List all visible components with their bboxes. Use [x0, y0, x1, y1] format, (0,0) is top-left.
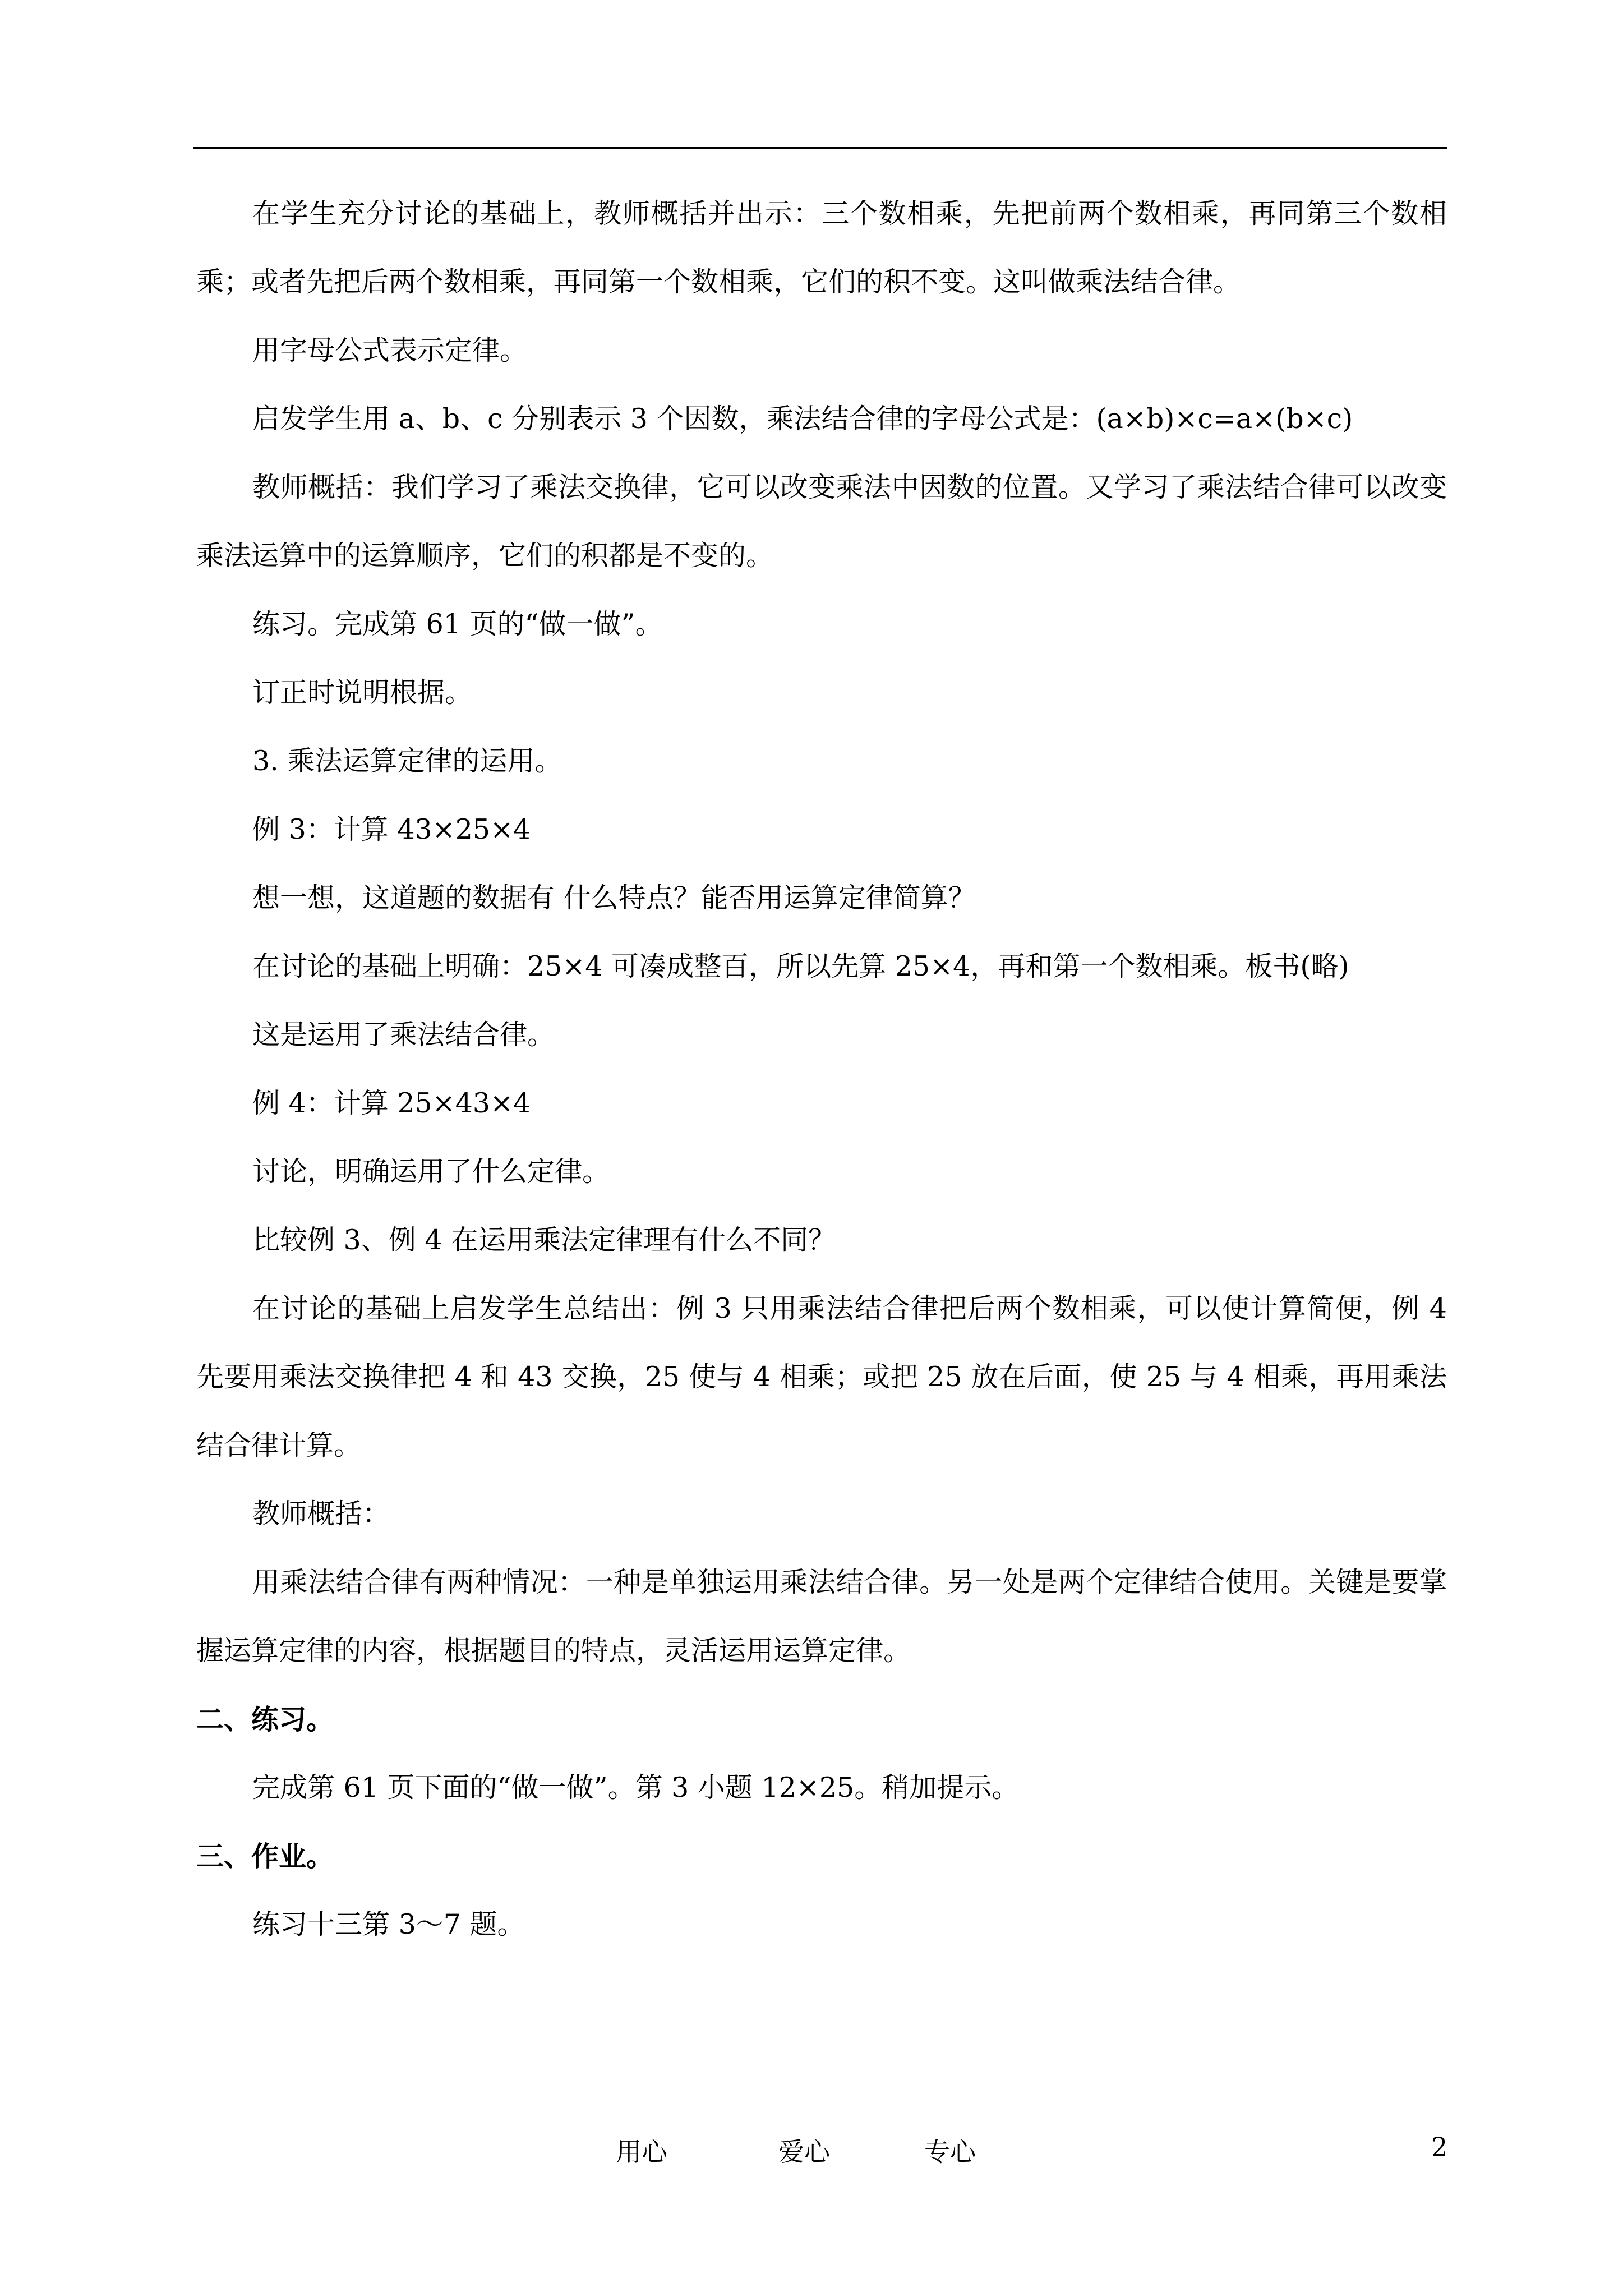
paragraph-practice: 练习。完成第 61 页的“做一做”。	[252, 608, 663, 640]
footer-word-2: 爱心	[778, 2137, 830, 2167]
paragraph-example-4: 例 4：计算 25×43×4	[252, 1087, 531, 1119]
paragraph-uses-associative-law: 这是运用了乘法结合律。	[252, 1019, 555, 1051]
page-number: 2	[1431, 2132, 1448, 2162]
paragraph-example-3: 例 3：计算 43×25×4	[252, 813, 531, 845]
header-rule	[193, 147, 1447, 149]
paragraph-teacher-summary: 教师概括：我们学习了乘法交换律，它可以改变乘法中因数的位置。又学习了乘法结合律可以改变乘法运算中的运算顺序，它们的积都是不变的。	[196, 471, 1447, 572]
section-heading-practice: 二、练习。	[196, 1703, 334, 1736]
paragraph-think: 想一想，这道题的数据有 什么特点？能否用运算定律简算？	[252, 882, 976, 914]
page-footer	[0, 2132, 1623, 2171]
paragraph-correction: 订正时说明根据。	[252, 677, 473, 708]
paragraph-homework-task: 练习十三第 3～7 题。	[252, 1908, 525, 1940]
paragraph-conclusion: 在讨论的基础上启发学生总结出：例 3 只用乘法结合律把后两个数相乘，可以使计算简便，例 4 先要用乘法交换律把 4 和 43 交换，25 使与 4 相乘；或把 25 放在后面，使 25 与 4 相乘，再用乘法结合律计算。	[196, 1292, 1447, 1461]
document-body	[196, 180, 1447, 1959]
paragraph-application-heading: 3. 乘法运算定律的运用。	[252, 745, 562, 777]
paragraph-letter-formula-intro: 用字母公式表示定律。	[252, 334, 528, 366]
paragraph-discussion-clarify: 在讨论的基础上明确：25×4 可凑成整百，所以先算 25×4，再和第一个数相乘。板书(略)	[252, 950, 1349, 982]
section-heading-homework: 三、作业。	[196, 1840, 334, 1872]
paragraph-two-cases: 用乘法结合律有两种情况：一种是单独运用乘法结合律。另一处是两个定律结合使用。关键是要掌握运算定律的内容，根据题目的特点，灵活运用运算定律。	[196, 1566, 1447, 1667]
footer-word-1: 用心	[616, 2137, 667, 2167]
paragraph-practice-task: 完成第 61 页下面的“做一做”。第 3 小题 12×25。稍加提示。	[252, 1772, 1020, 1803]
paragraph-letter-formula: 启发学生用 a、b、c 分别表示 3 个因数，乘法结合律的字母公式是：(a×b)×c=a×(b×c)	[252, 403, 1353, 435]
paragraph-discuss-law: 讨论，明确运用了什么定律。	[252, 1156, 610, 1188]
paragraph-associative-law-summary: 在学生充分讨论的基础上，教师概括并出示：三个数相乘，先把前两个数相乘，再同第三个数相乘；或者先把后两个数相乘，再同第一个数相乘，它们的积不变。这叫做乘法结合律。	[196, 197, 1447, 298]
paragraph-compare-examples: 比较例 3、例 4 在运用乘法定律理有什么不同？	[252, 1224, 836, 1256]
footer-word-3: 专心	[924, 2137, 976, 2167]
paragraph-teacher-summary-label: 教师概括：	[252, 1498, 390, 1530]
